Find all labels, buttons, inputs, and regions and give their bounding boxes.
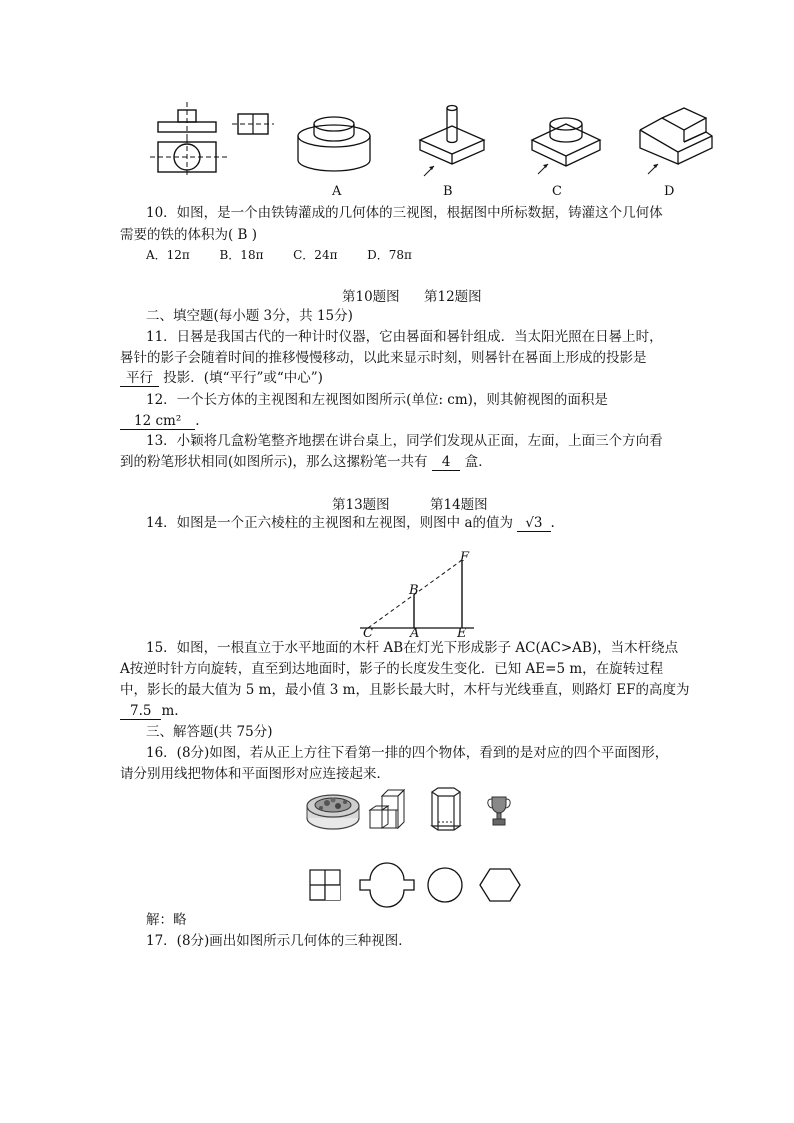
caption-q14-figure: 第14题图 (430, 497, 488, 513)
q9-three-view-figure (150, 100, 280, 180)
q14-end: . (550, 515, 555, 531)
q11-line2: 晷针的影子会随着时间的推移慢慢移动，以此来显示时刻，则晷针在晷面上形成的投影是 (120, 350, 647, 366)
q10-option-a: A．12π (146, 248, 190, 262)
circle-view-shape (426, 866, 464, 904)
trophy-image (486, 794, 512, 830)
q10-option-c: C．24π (293, 248, 338, 262)
q13-line1: 13．小颖将几盒粉笔整齐地摆在讲台桌上，同学们发现从正面，左面，上面三个方向看 (146, 433, 663, 449)
q15-line1: 15．如图，一根直立于水平地面的木杆 AB在灯光下形成影子 AC(AC>AB)，当木杆绕点 (146, 640, 679, 656)
q12-answer: 12 cm² (120, 413, 195, 430)
q15-point-c: C (363, 626, 373, 641)
circle-with-tabs-view-shape (358, 866, 416, 904)
q14-answer: √3 (517, 515, 550, 532)
q9-option-a-solid (296, 108, 376, 178)
q15-end: m. (161, 703, 179, 719)
q11-line3-after: 投影．(填“平行”或“中心”) (163, 370, 323, 386)
q15-line3: 中，影长的最大值为 5 m，最小值 3 m，且影长最大时，木杆与光线垂直，则路灯 EF的高度为 (120, 682, 690, 698)
q17-line1: 17．(8分)画出如图所示几何体的三种视图． (146, 933, 412, 949)
q15-line2: A按逆时针方向旋转，直至到达地面时，影子的长度发生变化．已知 AE=5 m，在旋转过程 (120, 661, 664, 677)
q13-answer: 4 (432, 454, 461, 471)
hexagon-view-shape (478, 867, 522, 903)
section3-heading: 三、解答题(共 75分) (146, 724, 273, 740)
section2-heading: 二、填空题(每小题 3分，共 15分) (146, 308, 353, 324)
q15-line4 (120, 701, 179, 721)
q10-text-line1: 10．如图，是一个由铁铸灌成的几何体的三视图，根据图中所标数据，铸灌这个几何体 (146, 205, 663, 221)
square-grid-view-shape (308, 868, 342, 902)
q15-answer: 7.5 (120, 703, 161, 720)
q12-line2 (120, 411, 200, 431)
q9-label-d: D (664, 184, 675, 199)
caption-q10-figure: 第10题图 (342, 289, 400, 305)
caption-q13-figure: 第13题图 (332, 497, 390, 513)
hexagonal-prism-image (426, 786, 466, 834)
q13-line2 (120, 452, 492, 472)
q10-option-b: B．18π (219, 248, 264, 262)
q11-line1: 11．日晷是我国古代的一种计时仪器，它由晷面和晷针组成．当太阳光照在日晷上时， (146, 329, 663, 345)
stacked-cubes-image (368, 788, 412, 832)
q10-text-line2: 需要的铁的体积为( B ) (120, 227, 258, 243)
cake-image (305, 790, 361, 832)
q9-label-a: A (332, 184, 342, 199)
q15-point-e: E (457, 626, 467, 641)
q14-text: 14．如图是一个正六棱柱的主视图和左视图，则图中 a的值为 (146, 515, 514, 531)
q15-point-f: F (460, 550, 470, 565)
q9-option-c-solid (526, 100, 606, 180)
q13-line2-after: 盒． (464, 454, 492, 470)
q11-line3 (120, 368, 323, 388)
q10-options (146, 245, 412, 265)
q9-option-b-solid (412, 100, 492, 180)
q12-end: . (195, 413, 200, 429)
caption-q12-figure: 第12题图 (424, 289, 482, 305)
q9-option-d-solid (632, 100, 722, 180)
q15-point-b: B (409, 583, 419, 598)
q9-label-c: C (552, 184, 562, 199)
q11-answer: 平行 (120, 370, 159, 387)
q9-label-b: B (443, 184, 453, 199)
q16-line2: 请分别用线把物体和平面图形对应连接起来． (120, 766, 390, 782)
q16-line1: 16．(8分)如图，若从正上方往下看第一排的四个物体，看到的是对应的四个平面图形， (146, 745, 669, 761)
q14-line (146, 513, 555, 533)
q12-line1: 12．一个长方体的主视图和左视图如图所示(单位: cm)，则其俯视图的面积是 (146, 392, 608, 408)
q15-point-a: A (410, 626, 420, 641)
q10-option-d: D．78π (367, 248, 412, 262)
q16-solution: 解：略 (146, 912, 187, 928)
q13-line2-before: 到的粉笔形状相同(如图所示)，那么这摞粉笔一共有 (120, 454, 428, 470)
